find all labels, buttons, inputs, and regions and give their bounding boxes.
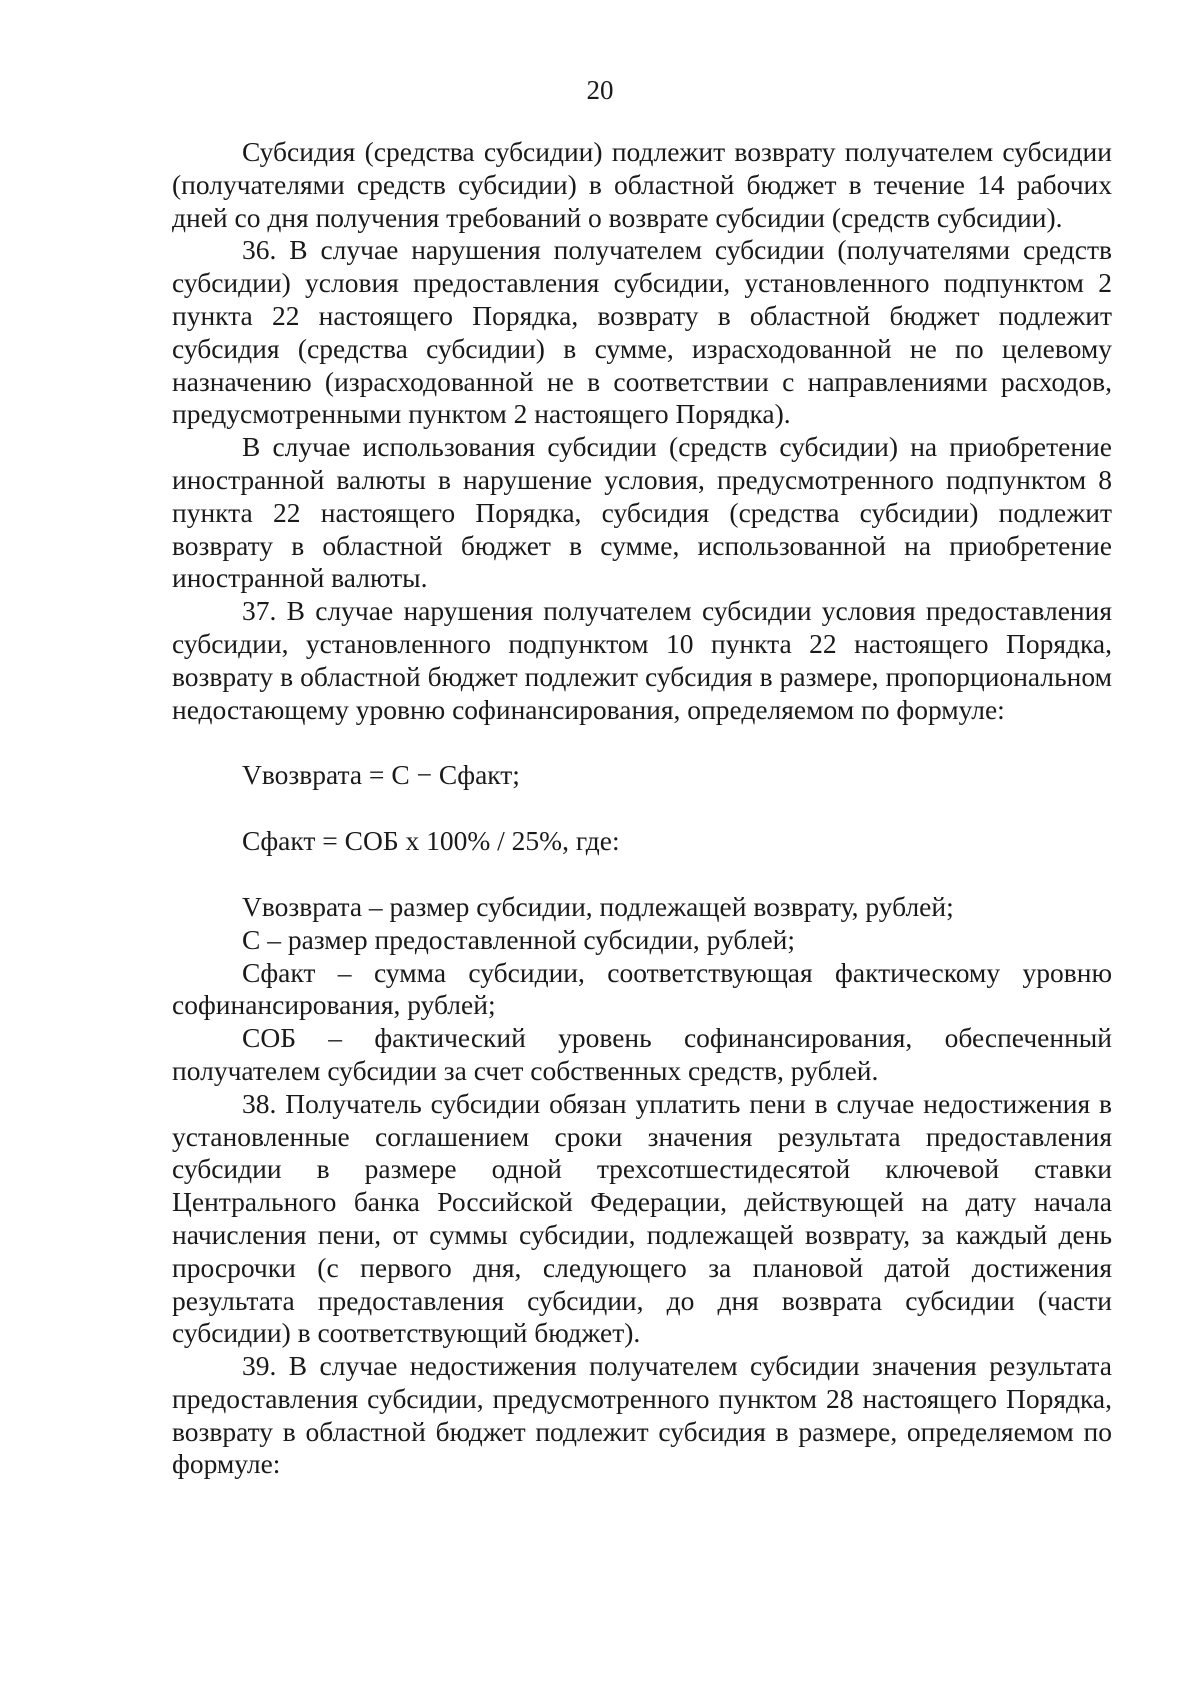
legend-sob: СОБ – фактический уровень софинансирования, обеспеченный получателем субсидии за счет собственных средств, рублей. [172,1022,1112,1086]
legend-v-return: Vвозврата – размер субсидии, подлежащей возврату, рублей; [242,890,954,922]
document-body [172,136,1112,1481]
paragraph-foreign-currency: В случае использования субсидии (средств субсидии) на приобретение иностранной валюты в нарушение условия, предусмотренного подпунктом 8 пункта 22 настоящего Порядка, субсидия (средства субсидии) подлежит возврату в областной бюджет в сумме, использованной на приобретение иностранной валюты. [172,431,1112,594]
paragraph-39: 39. В случае недостижения получателем субсидии значения результата предоставления субсидии, предусмотренного пунктом 28 настоящего Порядка, возврату в областной бюджет подлежит субсидия в размере, определяемом по формуле: [172,1350,1112,1480]
formula-actual-cofinancing: Сфакт = СОБ х 100% / 25%, где: [242,825,620,857]
paragraph-subsidy-return-term: Субсидия (средства субсидии) подлежит возврату получателем субсидии (получателями средств субсидии) в областной бюджет в течение 14 рабочих дней со дня получения требований о возврате субсидии (средств субсидии). [172,136,1112,233]
paragraph-37: 37. В случае нарушения получателем субсидии условия предоставления субсидии, установленного подпунктом 10 пункта 22 настоящего Порядка, возврату в областной бюджет подлежит субсидия в размере, пропорциональном недостающему уровню софинансирования, определяемом по формуле: [172,595,1112,725]
paragraph-36: 36. В случае нарушения получателем субсидии (получателями средств субсидии) условия предоставления субсидии, установленного подпунктом 2 пункта 22 настоящего Порядка, возврату в областной бюджет подлежит субсидия (средства субсидии) в сумме, израсходованной не по целевому назначению (израсходованной не в соответствии с направлениями расходов, предусмотренными пунктом 2 настоящего Порядка). [172,234,1112,430]
paragraph-38: 38. Получатель субсидии обязан уплатить пени в случае недостижения в установленные соглашением сроки значения результата предоставления субсидии в размере одной трехсотшестидесятой ключевой ставки Центрального банка Российской Федерации, действующей на дату начала начисления пени, от суммы субсидии, подлежащей возврату, за каждый день просрочки (с первого дня, следующего за плановой датой достижения результата предоставления субсидии, до дня возврата субсидии (части субсидии) в соответствующий бюджет). [172,1087,1112,1349]
formula-block [172,759,1112,858]
formula-return-amount: Vвозврата = С − Сфакт; [242,759,520,791]
legend-c: С – размер предоставленной субсидии, рублей; [242,923,796,955]
legend-c-fact: Сфакт – сумма субсидии, соответствующая фактическому уровню софинансирования, рублей; [172,956,1112,1021]
page-number: 20 [586,75,614,105]
